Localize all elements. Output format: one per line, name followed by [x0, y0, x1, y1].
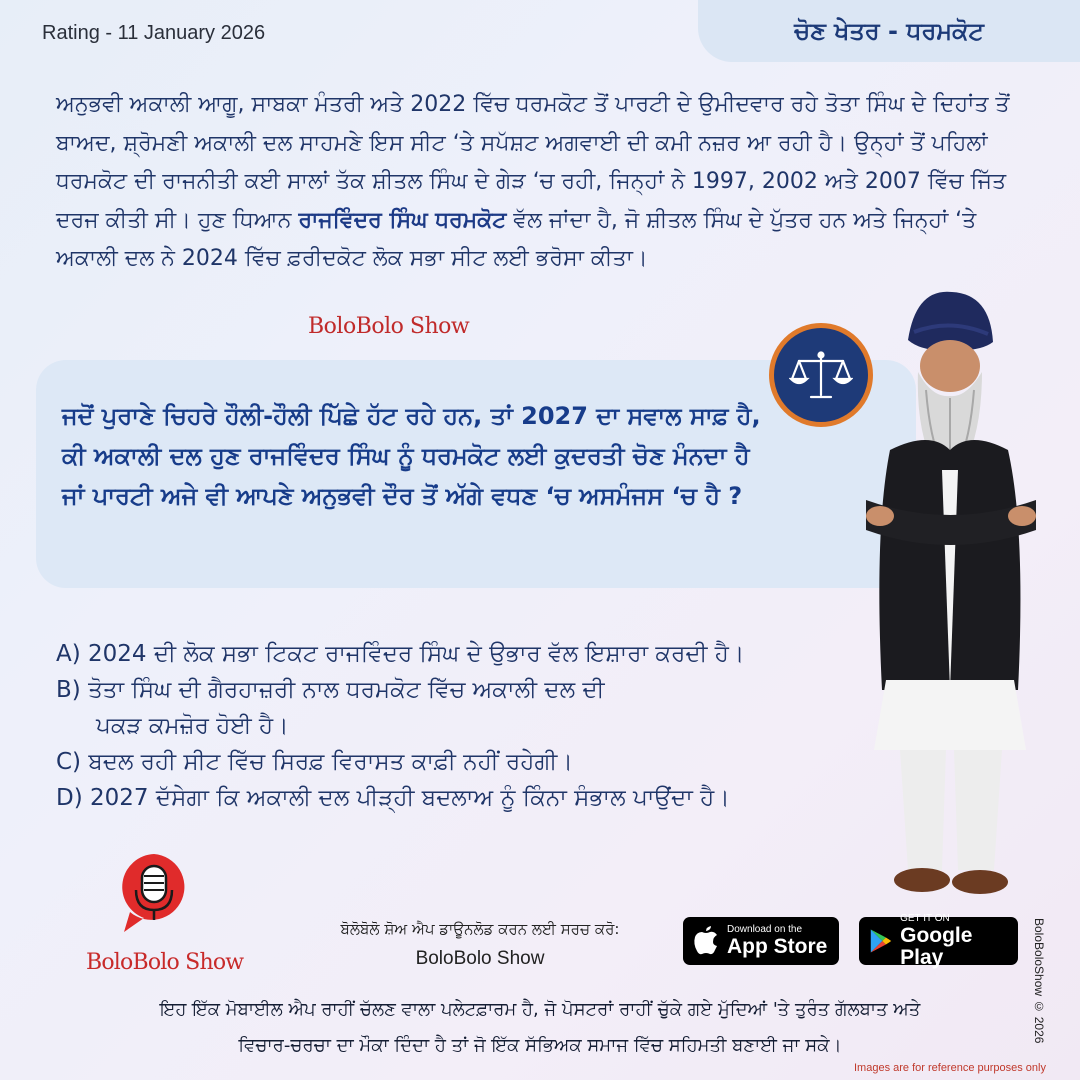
option-letter: D)	[56, 785, 83, 811]
answer-options	[56, 636, 876, 816]
rating-date: Rating - 11 January 2026	[42, 22, 266, 44]
microphone-logo-icon	[118, 852, 190, 938]
google-play-icon	[869, 927, 892, 955]
option-letter: A)	[56, 641, 81, 667]
brand-logo-text: BoloBolo Show	[86, 950, 244, 975]
google-play-button[interactable]	[859, 913, 1018, 969]
constituency-label: ਚੋਣ ਖੇਤਰ - ਧਰਮਕੋਟ	[794, 17, 984, 45]
google-play-small-text: GET IT ON	[900, 913, 950, 924]
option-text: 2024 ਦੀ ਲੋਕ ਸਭਾ ਟਿਕਟ ਰਾਜਵਿੰਦਰ ਸਿੰਘ ਦੇ ਉਭਾਰ ਵੱਲ ਇਸ਼ਾਰਾ ਕਰਦੀ ਹੈ।	[88, 641, 745, 667]
option-text: ਤੋਤਾ ਸਿੰਘ ਦੀ ਗੈਰਹਾਜ਼ਰੀ ਨਾਲ ਧਰਮਕੋਟ ਵਿੱਚ ਅਕਾਲੀ ਦਲ ਦੀ	[88, 677, 605, 703]
brand-watermark: BoloBolo Show	[308, 314, 470, 339]
question-text: ਜਦੋਂ ਪੁਰਾਣੇ ਚਿਹਰੇ ਹੌਲੀ-ਹੌਲੀ ਪਿੱਛੇ ਹੱਟ ਰਹੇ ਹਨ, ਤਾਂ 2027 ਦਾ ਸਵਾਲ ਸਾਫ਼ ਹੈ, ਕੀ ਅਕਾਲੀ ਦਲ ਹੁਣ ਰਾਜਵਿੰਦਰ ਸਿੰਘ ਨੂੰ ਧਰਮਕੋਟ ਲਈ ਕੁਦਰਤੀ ਚੋਣ ਮੰਨਦਾ ਹੈ ਜਾਂ ਪਾਰਟੀ ਅਜੇ ਵੀ ਆਪਣੇ ਅਨੁਭਵੀ ਦੌਰ ਤੋਂ ਅੱਗੇ ਵਧਣ ‘ਚ ਅਸਮੰਜਸ ‘ਚ ਹੈ ?	[62, 402, 761, 510]
constituency-tab	[698, 0, 1080, 62]
option-text-continued: ਪਕੜ ਕਮਜ਼ੋਰ ਹੋਈ ਹੈ।	[96, 713, 289, 739]
option-text: ਬਦਲ ਰਹੀ ਸੀਟ ਵਿੱਚ ਸਿਰਫ਼ ਵਿਰਾਸਤ ਕਾਫ਼ੀ ਨਹੀਂ ਰਹੇਗੀ।	[88, 749, 573, 775]
intro-text-end: ਵੱਲ ਜਾਂਦਾ ਹੈ, ਜੋ ਸ਼ੀਤਲ ਸਿੰਘ ਦੇ ਪੁੱਤਰ ਹਨ ਅਤੇ ਜਿਨ੍ਹਾਂ ‘ਤੇ ਅਕਾਲੀ ਦਲ ਨੇ 2024 ਵਿੱਚ ਫ਼ਰੀਦਕੋਟ ਲੋਕ ਸਭਾ ਸੀਟ ਲਈ ਭਰੋਸਾ ਕੀਤਾ।	[56, 207, 977, 271]
option-text: 2027 ਦੱਸੇਗਾ ਕਿ ਅਕਾਲੀ ਦਲ ਪੀੜ੍ਹੀ ਬਦਲਾਅ ਨੂੰ ਕਿੰਨਾ ਸੰਭਾਲ ਪਾਉਂਦਾ ਹੈ।	[90, 785, 730, 811]
search-term: BoloBolo Show	[415, 948, 545, 969]
app-store-button[interactable]	[683, 917, 839, 965]
app-store-big-text: App Store	[727, 935, 828, 958]
highlighted-name: ਰਾਜਵਿੰਦਰ ਸਿੰਘ ਧਰਮਕੋਟ	[298, 207, 507, 233]
footer-line-2: ਵਿਚਾਰ-ਚਰਚਾ ਦਾ ਮੌਕਾ ਦਿੰਦਾ ਹੈ ਤਾਂ ਜੋ ਇੱਕ ਸੱਭਿਅਕ ਸਮਾਜ ਵਿੱਚ ਸਹਿਮਤੀ ਬਣਾਈ ਜਾ ਸਕੇ।	[238, 1035, 842, 1056]
google-play-big-text: Google Play	[900, 924, 973, 969]
footer-description	[60, 992, 1020, 1064]
intro-paragraph	[56, 86, 1026, 279]
option-a[interactable]	[56, 636, 876, 672]
image-disclaimer: Images are for reference purposes only	[854, 1062, 1046, 1074]
option-letter: B)	[56, 677, 81, 703]
option-b[interactable]	[56, 672, 876, 744]
option-c[interactable]	[56, 744, 876, 780]
copyright-text: BoloBoloShow © 2026	[1032, 918, 1046, 1044]
option-letter: C)	[56, 749, 82, 775]
download-instruction: ਬੋਲੋਬੋਲੋ ਸ਼ੋਅ ਐਪ ਡਾਊਨਲੋਡ ਕਰਨ ਲਈ ਸਰਚ ਕਰੋ:	[340, 920, 620, 938]
apple-icon	[693, 926, 719, 956]
app-store-small-text: Download on the	[727, 924, 803, 935]
footer-line-1: ਇਹ ਇੱਕ ਮੋਬਾਈਲ ਐਪ ਰਾਹੀਂ ਚੱਲਣ ਵਾਲਾ ਪਲੇਟਫ਼ਾਰਮ ਹੈ, ਜੋ ਪੋਸਟਰਾਂ ਰਾਹੀਂ ਚੁੱਕੇ ਗਏ ਮੁੱਦਿਆਂ 'ਤੇ ਤੁਰੰਤ ਗੱਲਬਾਤ ਅਤੇ	[159, 999, 921, 1020]
option-d[interactable]	[56, 780, 876, 816]
intro-text-start: ਅਨੁਭਵੀ ਅਕਾਲੀ ਆਗੂ, ਸਾਬਕਾ ਮੰਤਰੀ ਅਤੇ 2022 ਵਿੱਚ ਧਰਮਕੋਟ ਤੋਂ ਪਾਰਟੀ ਦੇ ਉਮੀਦਵਾਰ ਰਹੇ ਤੋਤਾ ਸਿੰਘ ਦੇ ਦਿਹਾਂਤ ਤੋਂ ਬਾਅਦ, ਸ਼੍ਰੋਮਣੀ ਅਕਾਲੀ ਦਲ ਸਾਹਮਣੇ ਇਸ ਸੀਟ ‘ਤੇ ਸਪੱਸ਼ਟ ਅਗਵਾਈ ਦੀ ਕਮੀ ਨਜ਼ਰ ਆ ਰਹੀ ਹੈ। ਉਨ੍ਹਾਂ ਤੋਂ ਪਹਿਲਾਂ ਧਰਮਕੋਟ ਦੀ ਰਾਜਨੀਤੀ ਕਈ ਸਾਲਾਂ ਤੱਕ ਸ਼ੀਤਲ ਸਿੰਘ ਦੇ ਗੇੜ ‘ਚ ਰਹੀ, ਜਿਨ੍ਹਾਂ ਨੇ 1997, 2002 ਅਤੇ 2007 ਵਿੱਚ ਜਿੱਤ ਦਰਜ ਕੀਤੀ ਸੀ। ਹੁਣ ਧਿਆਨ	[56, 92, 1010, 233]
